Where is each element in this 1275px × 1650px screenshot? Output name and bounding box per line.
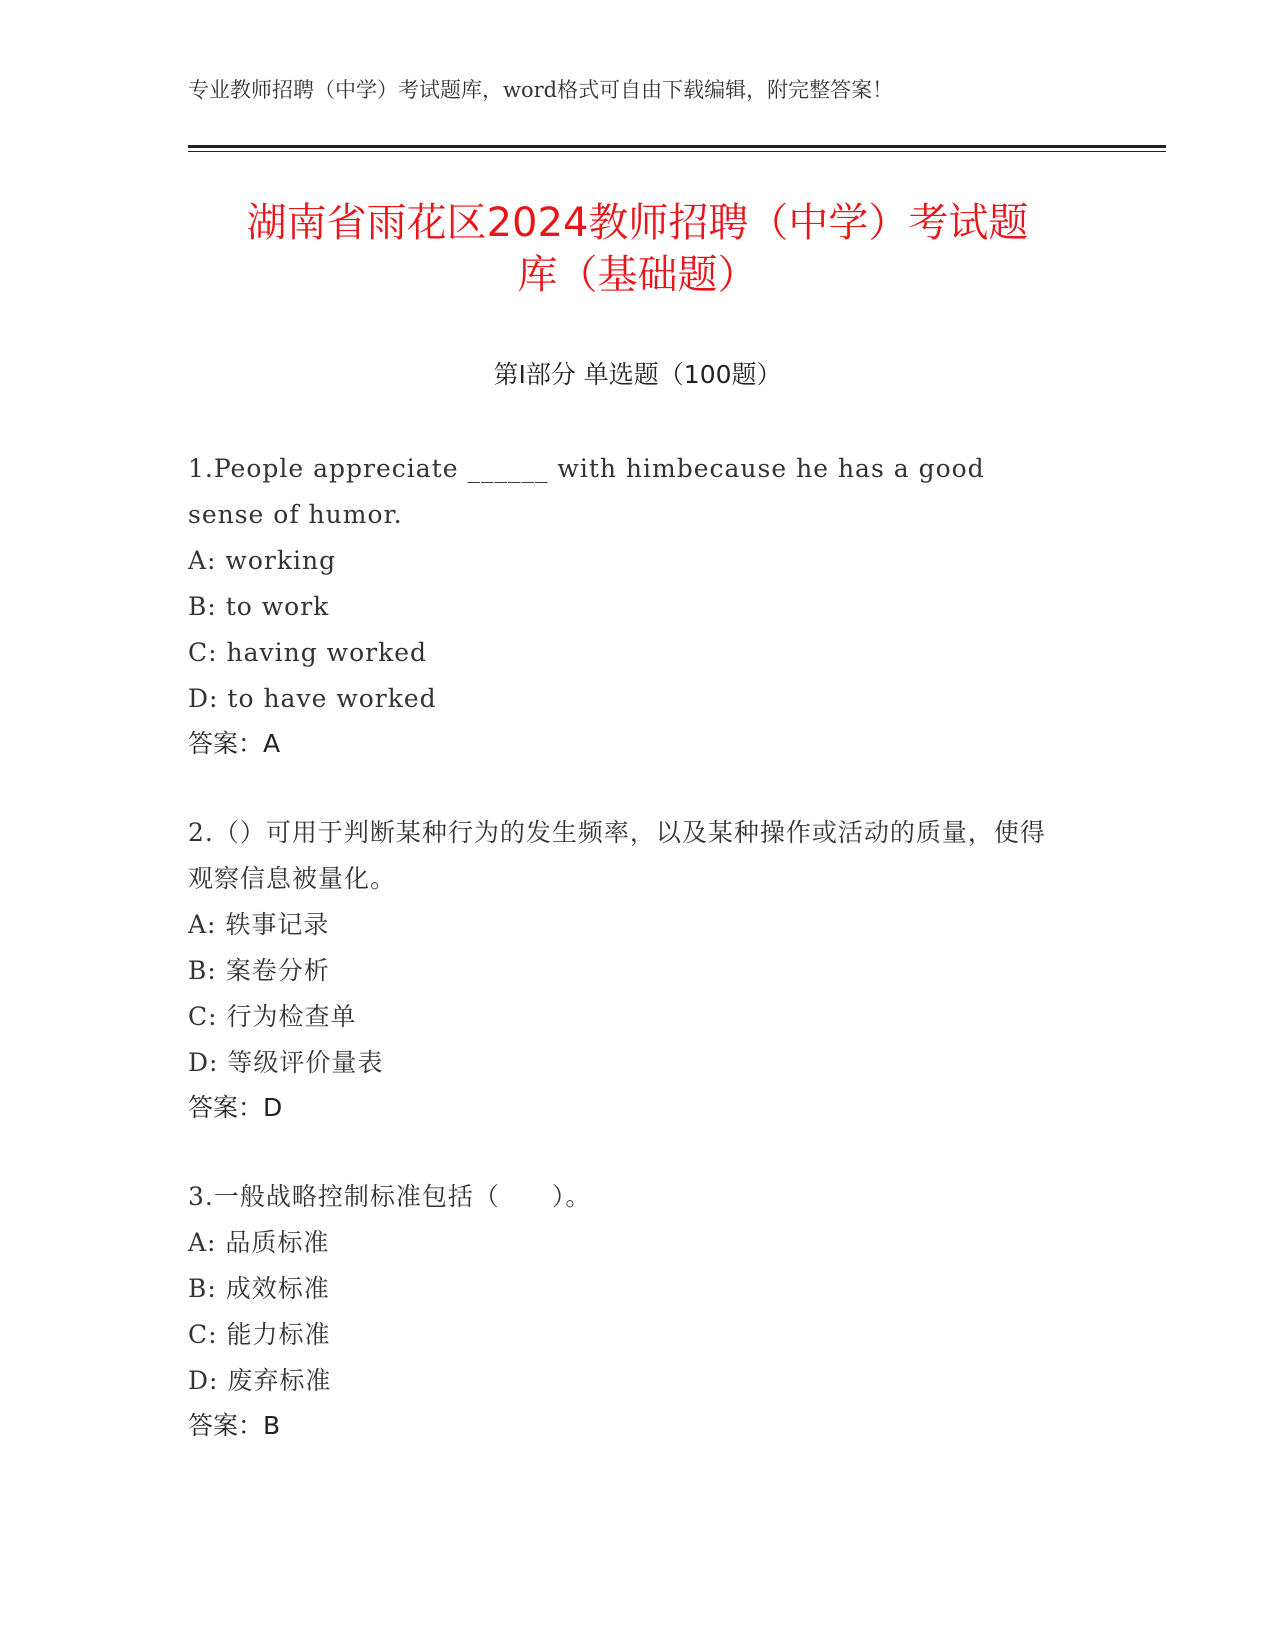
answer-label: 答案：D <box>188 1093 283 1122</box>
header-rule-thin <box>188 151 1166 152</box>
section-heading: 第I部分 单选题（100题） <box>493 360 782 389</box>
header-note: 专业教师招聘（中学）考试题库，word格式可自由下载编辑，附完整答案！ <box>188 78 894 102</box>
document-title-line1: 湖南省雨花区2024教师招聘（中学）考试题 <box>246 200 1029 246</box>
option-c: C: having worked <box>188 638 428 667</box>
answer-label: 答案：B <box>188 1411 281 1440</box>
document-title-line2: 库（基础题） <box>517 252 758 298</box>
option-b: B: 案卷分析 <box>188 956 330 985</box>
question-stem: 1.People appreciate ______ with himbecause he has a good sense of humor. <box>188 454 985 529</box>
answer-label: 答案：A <box>188 729 281 758</box>
question-2 <box>188 810 1068 1130</box>
option-b: B: to work <box>188 592 330 621</box>
option-c: C: 行为检查单 <box>188 1002 357 1031</box>
question-3 <box>188 1174 1068 1448</box>
document-title <box>160 197 1115 301</box>
header-rule-thick <box>188 145 1166 148</box>
question-stem: 3.一般战略控制标准包括（ ）。 <box>188 1182 592 1211</box>
question-1 <box>188 446 1068 766</box>
option-d: D: to have worked <box>188 684 437 713</box>
option-a: A: working <box>188 546 337 575</box>
option-b: B: 成效标准 <box>188 1274 330 1303</box>
option-a: A: 轶事记录 <box>188 910 330 939</box>
option-c: C: 能力标准 <box>188 1320 331 1349</box>
option-d: D: 等级评价量表 <box>188 1048 384 1077</box>
option-a: A: 品质标准 <box>188 1228 330 1257</box>
question-stem: 2.（）可用于判断某种行为的发生频率，以及某种操作或活动的质量，使得观察信息被量化。 <box>188 818 1046 893</box>
option-d: D: 废弃标准 <box>188 1366 332 1395</box>
